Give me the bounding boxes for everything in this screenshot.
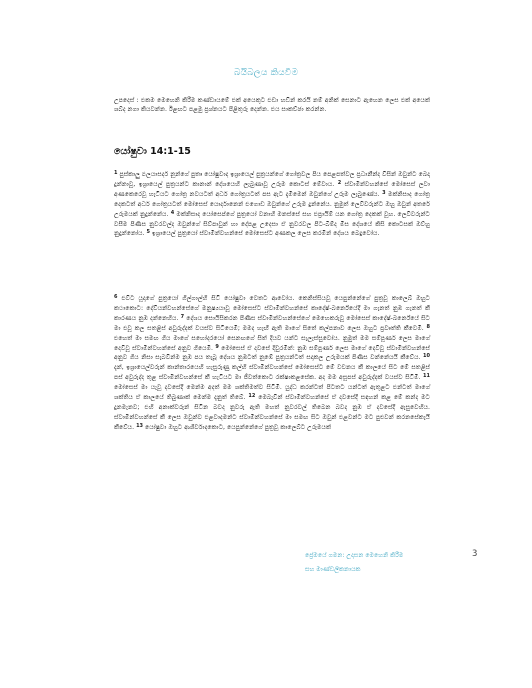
verse-number: 11 bbox=[423, 373, 430, 380]
footer-subtitle: සහ මාණ්ඩලිකනායක bbox=[305, 566, 361, 573]
verse-number: 6 bbox=[114, 294, 118, 300]
verse-number: 10 bbox=[423, 353, 430, 360]
scripture-paragraph-2 bbox=[114, 294, 430, 433]
verse-text: මක්නිසාද ගෝත්‍ර දෙකටත් අර්ධ ගෝත්‍රයටත් මෝසෙස් යොර්දානෙන් එගොඩ ඔවුන්ගේ උරුම දුන්නේය. නුමුත් ලෙවීවරුන්ට ඔහු ඔවුන් අතරේ උරුමයක් නුදුන්නේය. bbox=[114, 190, 430, 218]
verse-number: 1 bbox=[114, 170, 118, 176]
verse-text: ඉශ්‍රායෙල් පුත්‍රයෝ ස්වාමීන්වහන්සේ මෝසෙස්ට අණකල ලෙස කරමින් දේශය බෙදුවෝය. bbox=[149, 230, 380, 238]
verse-text: දැන්, ඉශ්‍රායෙල්වරුන් කාන්තාරයෙහි හැසුරුණු කල්හි ස්වාමීන්වහන්සේ මෝසෙස්ට මේ වචනය කී කාලයේ සිට මේ සතළිස් පස් අවුරුද්ද තුළ ස්වාමීන්වහන්සේ කී හැටියට මා ජීවත්කොට රක්ෂාකළසේක. අද මම අසූපස් අවුරුද්දක් වයස්ව සිටිමි. bbox=[114, 364, 430, 382]
verse-text: මක්නිසාද යෝසෙප්ගේ පුත්‍රයෝ වනාහි මනස්සේ සහ එප්‍රායිම් යන ගෝත්‍ර දෙකක් වූහ. ලෙවීවරුන්ට වසීම පිණිස නුවරවල්ද ඔවුන්ගේ සිව්පාවුන් හා දේපළ උදෙසා ඒ නුවරවල පිට-බිම්ද මිස දේශයේ කිසි කොටසක් ඔව්හු නුදුන්නෝය. bbox=[114, 210, 431, 238]
verse-text: ස්වාමීන්වහන්සේ මෝසෙස් ලවා අණකෙරෙවූ හැටියට ගෝත්‍ර නවයටත් අර්ධ ගෝත්‍රයටත් පස ඇට දැමීමෙන් ඔවුන්ගේ උරුම ලැබුණේය. bbox=[114, 180, 430, 198]
verse-text: මෝසෙස් මා යැවූ දවසේදී මෙන්ම අදත් මම ශක්තිමත්ව සිටිමි. යුද්ධ කරන්ටත් පිටතට යන්ටත් ඇතුළට එන්ටත් මාගේ ශක්තිය ඒ කාලයේ තිබුණාක් මෙන්ම දැනුත් තිබේ. bbox=[114, 384, 430, 402]
instructions-paragraph: උපදෙස් : එකම මෙහෙනි කිරීම කණ්ඩායමේ එක් අයෙකුට එඩා හඩින් කරයි නම් අනික් සෙනාට ඇහෙන ලෙස එක් අයෙක් ශබ්ද නගා කියවන්න. ඊළඟට පළමු ප්‍රශ්නයට පිළිතුරු දෙන්න. එය සාකච්ඡා කරන්න. bbox=[114, 97, 430, 114]
verse-text: එවිට යූදාගේ පුත්‍රයෝ ගිල්ගාල්හි සිටි යෝෂුවා වෙතට ආවෝය. කෙනිස්සියවූ යෙපුන්නේගේ පුත්‍රවූ කාලෙබ් ඔහුට කථාකොට: දේවියන්වහන්සේගේ මනුෂ්‍යයාවූ මෝසෙස්ට ස්වාමීන්වහන්සේ කාදේෂ්-බර්නේයේදී මා ගැනත් නුඹ ගැනත් කී කාරණය නුඹ දන්නෙහිය. bbox=[114, 295, 430, 322]
verse-number: 8 bbox=[426, 323, 430, 330]
verse-number: 12 bbox=[248, 393, 256, 400]
section-heading: බයිබලය කියවීම bbox=[233, 68, 299, 78]
verse-number: 4 bbox=[170, 209, 175, 216]
verse-text: යෝෂුවා ඔහුට ආශීර්වාදකොට, යෙපුන්නේගේ පුත්‍රවූ කාලෙබ්ට උරුමයක් bbox=[143, 423, 331, 431]
verse-text: දේශය සොයිසිකරන පිණිස ස්වාමීන්වහන්සේගේ මෙහෙකරුවූ මෝසෙස් කාදේෂ්-බර්නේයේ සිට මා එවූ කල සතළිස් අවුරුද්දක් වයස්ව සිටියෙමි; මමද හැඟී ඇති මාගේ සිතේ කල්පනාව ලෙස ඔහුට ප්‍රවෘත්ති කීවෙමි. bbox=[114, 314, 431, 332]
verse-text: මෝසෙස් ඒ දවසේ දිවුරමින්: නුඹ සම්පූර්ණ ලෙස මාගේ දෙවිවූ ස්වාමීන්වහන්සේ අනුව ගිය නිසා සැබවින්ම නුඹ පය තැබූ දේශය නුඹටත් නුඹේ පුත්‍රයන්ටත් සදාකල උරුමයක් පිණිස වන්නේයයි කීවේය. bbox=[114, 344, 430, 362]
page-number: 3 bbox=[472, 549, 478, 559]
footer-title: ප්‍රේමයේ ගමන: උදාසන මෙහෙනි කිරීම bbox=[305, 552, 404, 559]
verse-number: 13 bbox=[136, 422, 144, 429]
verse-text: පුස්කාලු ඵලයාසර්ද නූන්ගේ පුත්‍රු යෝෂුවාද ඉශ්‍රායෙල් පුත්‍රයන්ගේ ගෝත්‍රවල පිය පෙළපත්වල ප්‍රධානීන්ද විසින් ඔවුන්ට බෙදා දුන්නාවූ, ඉශ්‍රායෙල් පුත්‍රයන්ට කානාන් දේශයෙහි ලැබුණාවූ උරුම කොටස් මේවාය. bbox=[114, 171, 430, 188]
verse-number: 3 bbox=[382, 189, 386, 196]
verse-number: 5 bbox=[146, 229, 150, 236]
scripture-paragraph-1 bbox=[114, 170, 430, 239]
scripture-reference: යෝෂුවා 14:1-15 bbox=[114, 146, 191, 157]
verse-number: 7 bbox=[180, 313, 185, 320]
verse-text: මෙබැවින් ස්වාමීන්වහන්සේ ඒ දවසේදී සඳහන් කළ මේ කන්ද මට දුනමැනව; එහි අනාක්වරුන් සිටින බවද නුවරු ඇති මහත් නුවරවල් තිබෙන බවද නුඹ ඒ දවසේදී ඇසුවෙහිය. ස්වාමීන්වහන්සේ කී ලෙස ඔවුන්ව එළවාදමන්ට ස්වාමීන්වහන්සේ මා සමඟ සිට ඔවුන් එළවන්ට මට පුළුවන් කරනසේකැයි කීවේය. bbox=[114, 394, 431, 431]
verse-number: 9 bbox=[215, 343, 219, 350]
verse-text: එහෙත් මා සමඟ ගිය මාගේ සහෝදරයෝ සෙනඟගේ සිත් දියව යන්ට සැලැස්සුවෝය. නුමුත් මම සම්පූර්ණ ලෙස මාගේ දෙවිවූ ස්වාමීන්වහන්සේ අනුව ගියෙමි. bbox=[114, 334, 430, 352]
verse-number: 2 bbox=[337, 179, 342, 186]
